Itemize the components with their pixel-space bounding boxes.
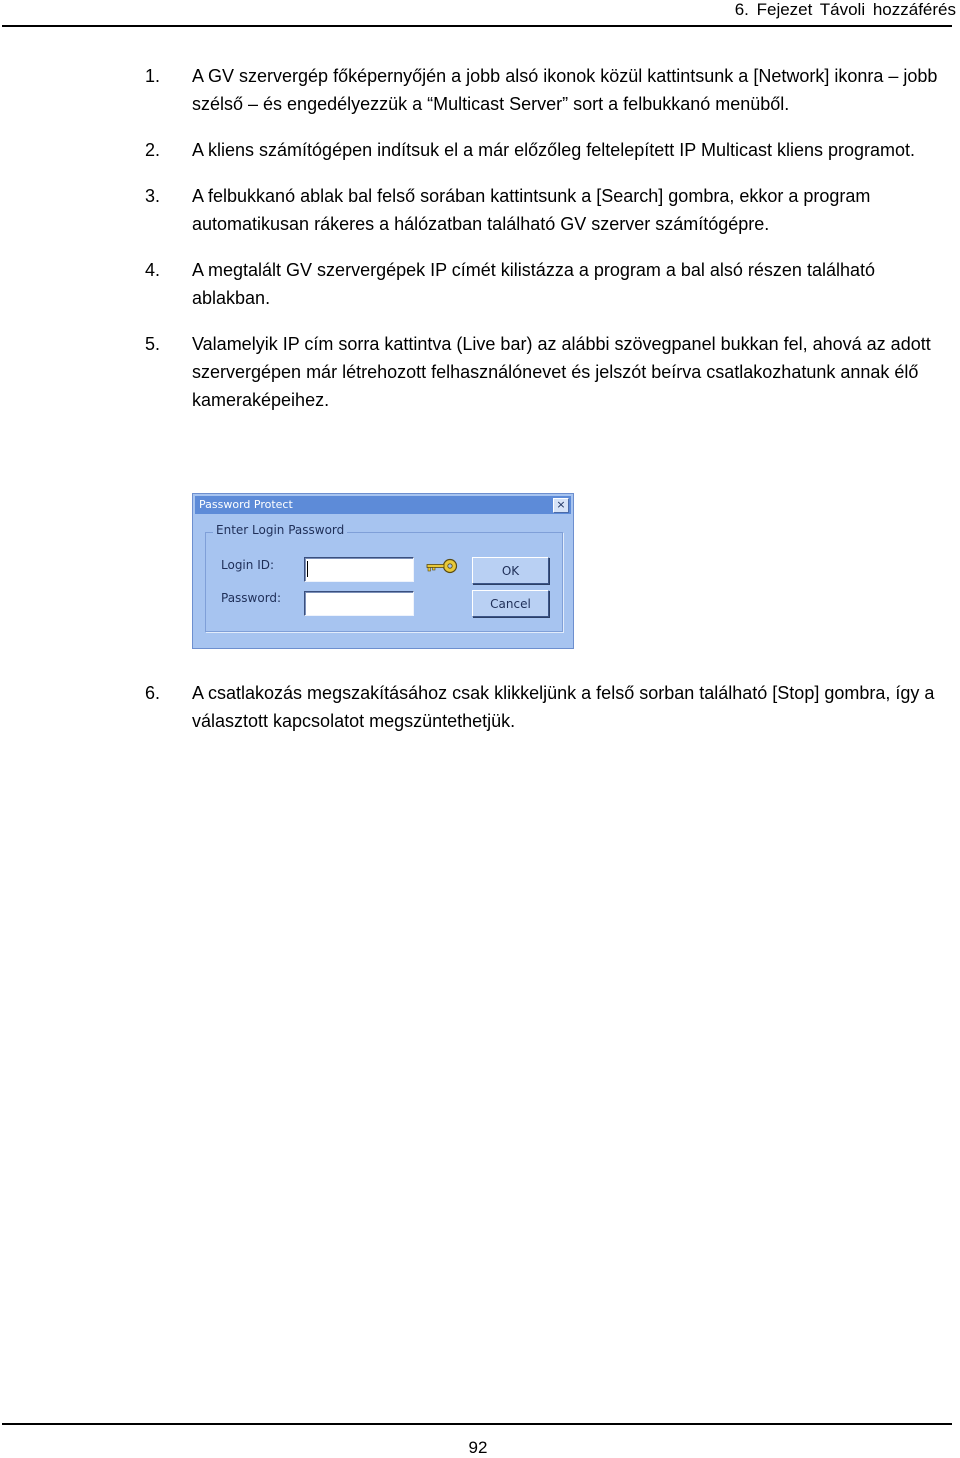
- step-number: 2.: [145, 140, 161, 160]
- step-text: Valamelyik IP cím sorra kattintva (Live bar) az alábbi szövegpanel bukkan fel, ahová az adott szervergépen már létrehozott felhasználónevet és jelszót beírva csatlakozhatunk annak élő kameraképeihez.: [192, 334, 931, 410]
- close-icon: ×: [556, 498, 566, 511]
- list-item: [0, 136, 960, 164]
- step-number: 6.: [145, 683, 161, 703]
- groupbox-label: Enter Login Password: [213, 523, 347, 537]
- step-text: A csatlakozás megszakításához csak klikkeljünk a felső sorban található [Stop] gombra, így a választott kapcsolatot megszüntethetjük.: [192, 683, 935, 731]
- page-number: 92: [468, 1438, 488, 1457]
- step-number: 3.: [145, 186, 161, 206]
- step-number: 4.: [145, 260, 161, 280]
- chapter-title: 6. Fejezet Távoli hozzáférés: [734, 0, 956, 19]
- step-number: 5.: [145, 334, 161, 354]
- list-item: [0, 679, 960, 735]
- list-item: [0, 330, 960, 414]
- step-list-continued: [0, 679, 960, 753]
- key-icon: [424, 557, 458, 575]
- list-item: [0, 256, 960, 312]
- ok-button[interactable]: OK: [472, 557, 549, 584]
- list-item: [0, 182, 960, 238]
- cancel-button[interactable]: Cancel: [472, 590, 549, 617]
- step-text: A GV szervergép főképernyőjén a jobb alsó ikonok közül kattintsunk a [Network] ikonra – jobb szélső – és engedélyezzük a “Multicast Server” sort a felbukkanó menüből.: [192, 66, 938, 114]
- footer-divider: [2, 1423, 952, 1425]
- dialog-title: Password Protect: [199, 498, 293, 511]
- step-text: A kliens számítógépen indítsuk el a már előzőleg feltelepített IP Multicast kliens programot.: [192, 140, 916, 160]
- step-text: A megtalált GV szervergépek IP címét kilistázza a program a bal alsó részen található ablakban.: [192, 260, 875, 308]
- login-id-input[interactable]: [304, 557, 414, 582]
- close-button[interactable]: [553, 498, 569, 513]
- step-list: [0, 62, 960, 432]
- password-input[interactable]: [304, 591, 414, 616]
- step-text: A felbukkanó ablak bal felső sorában kattintsunk a [Search] gombra, ekkor a program automatikusan rákeres a hálózatban található GV szerver számítógépre.: [192, 186, 871, 234]
- header-divider: [2, 25, 952, 27]
- step-number: 1.: [145, 66, 161, 86]
- dialog-titlebar[interactable]: [195, 496, 571, 514]
- password-label: Password:: [221, 591, 282, 605]
- password-protect-dialog: [192, 493, 574, 649]
- list-item: [0, 62, 960, 118]
- login-id-label: Login ID:: [221, 558, 275, 572]
- text-caret: [307, 561, 308, 577]
